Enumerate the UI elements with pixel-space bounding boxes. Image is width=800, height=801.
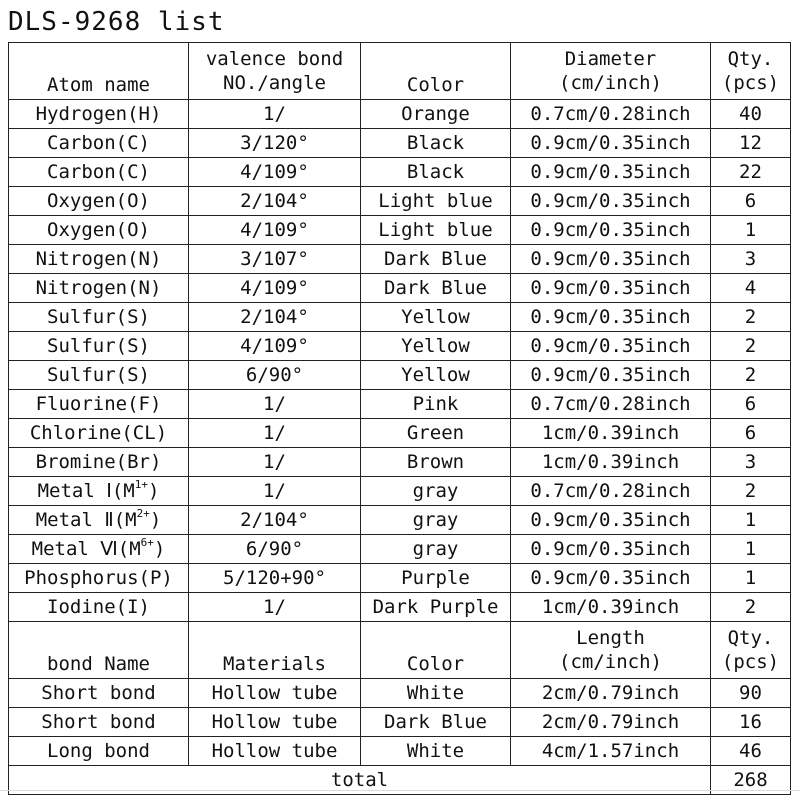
atom-name: Sulfur(S) (47, 364, 150, 386)
atom-row (9, 361, 791, 390)
atom-diameter: 0.7cm/0.28inch (511, 100, 711, 129)
atom-name: Oxygen(O) (47, 190, 150, 212)
atom-valence: 4/109° (189, 216, 361, 245)
atom-diameter: 0.7cm/0.28inch (511, 390, 711, 419)
atom-color: gray (361, 506, 511, 535)
atom-row (9, 448, 791, 477)
atom-valence: 2/104° (189, 303, 361, 332)
atom-diameter: 0.9cm/0.35inch (511, 158, 711, 187)
atom-color: Yellow (361, 303, 511, 332)
header-qty-line1: Qty. (727, 48, 774, 70)
atom-name-cell (9, 361, 189, 390)
header-materials: Materials (189, 622, 361, 679)
atom-row (9, 303, 791, 332)
atom-name: Chlorine(CL) (29, 422, 168, 444)
bond-color: Dark Blue (361, 708, 511, 737)
parts-list-table (8, 42, 791, 795)
atom-name: Carbon(C) (47, 161, 150, 183)
header-qty (711, 43, 791, 100)
atom-row (9, 506, 791, 535)
atom-valence: 1/ (189, 593, 361, 622)
bond-material: Hollow tube (189, 679, 361, 708)
atom-row (9, 129, 791, 158)
atom-row (9, 216, 791, 245)
header-color: Color (361, 43, 511, 100)
atom-row (9, 158, 791, 187)
header-length-line1: Length (576, 627, 645, 649)
atom-diameter: 1cm/0.39inch (511, 448, 711, 477)
atom-qty: 6 (711, 390, 791, 419)
atom-name-cell (9, 158, 189, 187)
atom-color: Yellow (361, 332, 511, 361)
bond-qty: 90 (711, 679, 791, 708)
atom-name-tail: ) (149, 509, 162, 531)
atom-name-cell (9, 564, 189, 593)
atom-row (9, 535, 791, 564)
atom-name-cell (9, 332, 189, 361)
atom-name-cell (9, 274, 189, 303)
atom-name: Oxygen(O) (47, 219, 150, 241)
atom-valence: 1/ (189, 390, 361, 419)
bond-length: 2cm/0.79inch (511, 708, 711, 737)
atom-name-cell (9, 419, 189, 448)
total-value: 268 (711, 766, 791, 795)
atom-diameter: 0.9cm/0.35inch (511, 274, 711, 303)
atom-name-tail: ) (147, 480, 160, 502)
header-bond-name: bond Name (9, 622, 189, 679)
bond-name: Long bond (9, 737, 189, 766)
atom-valence: 2/104° (189, 506, 361, 535)
atom-name: Hydrogen(H) (35, 103, 162, 125)
atom-color: Pink (361, 390, 511, 419)
atom-row (9, 390, 791, 419)
atom-color: Light blue (361, 216, 511, 245)
atom-name-cell (9, 506, 189, 535)
atom-color: Dark Blue (361, 274, 511, 303)
atom-valence: 6/90° (189, 361, 361, 390)
atom-color: Black (361, 158, 511, 187)
atom-valence: 4/109° (189, 158, 361, 187)
atom-qty: 3 (711, 245, 791, 274)
header-valence-line2: NO./angle (223, 72, 326, 94)
atom-name-cell (9, 187, 189, 216)
atom-color: Light blue (361, 187, 511, 216)
charge-superscript: 2+ (136, 506, 150, 520)
atom-row (9, 100, 791, 129)
atom-qty: 2 (711, 477, 791, 506)
header-bond-qty-line1: Qty. (727, 627, 774, 649)
atom-diameter: 0.9cm/0.35inch (511, 332, 711, 361)
atom-qty: 1 (711, 535, 791, 564)
header-diameter (511, 43, 711, 100)
atom-name-cell (9, 303, 189, 332)
bond-material: Hollow tube (189, 737, 361, 766)
atom-name: Sulfur(S) (47, 306, 150, 328)
atom-valence: 5/120+90° (189, 564, 361, 593)
sheet-gridline (0, 790, 800, 801)
atom-name: Carbon(C) (47, 132, 150, 154)
header-bond-color: Color (361, 622, 511, 679)
total-label: total (9, 766, 711, 795)
atom-name-cell (9, 477, 189, 506)
header-qty-line2: (pcs) (721, 72, 780, 94)
atom-diameter: 0.9cm/0.35inch (511, 187, 711, 216)
atom-name-cell (9, 448, 189, 477)
atom-color: Dark Blue (361, 245, 511, 274)
atom-name-cell (9, 216, 189, 245)
atom-valence: 4/109° (189, 332, 361, 361)
atom-name-tail: ) (153, 538, 166, 560)
atom-valence: 3/107° (189, 245, 361, 274)
atom-name: Nitrogen(N) (35, 248, 162, 270)
atom-name: Phosphorus(P) (24, 567, 173, 589)
atom-diameter: 0.9cm/0.35inch (511, 564, 711, 593)
atom-valence: 3/120° (189, 129, 361, 158)
atom-valence: 1/ (189, 448, 361, 477)
bond-color: White (361, 737, 511, 766)
bond-name: Short bond (9, 708, 189, 737)
atom-color: Dark Purple (361, 593, 511, 622)
atom-diameter: 0.7cm/0.28inch (511, 477, 711, 506)
atom-name-cell (9, 390, 189, 419)
atom-name: Fluorine(F) (35, 393, 162, 415)
header-length-line2: (cm/inch) (559, 651, 662, 673)
atom-color: gray (361, 477, 511, 506)
header-atom-name: Atom name (9, 43, 189, 100)
bond-qty: 16 (711, 708, 791, 737)
atom-qty: 3 (711, 448, 791, 477)
bond-length: 2cm/0.79inch (511, 679, 711, 708)
atom-row (9, 593, 791, 622)
header-bond-qty (711, 622, 791, 679)
atom-qty: 6 (711, 419, 791, 448)
atom-color: gray (361, 535, 511, 564)
header-diameter-line1: Diameter (564, 48, 657, 70)
atom-name-cell (9, 245, 189, 274)
atom-name: Nitrogen(N) (35, 277, 162, 299)
atom-color: Orange (361, 100, 511, 129)
atom-qty: 2 (711, 361, 791, 390)
atom-name: Metal Ⅵ(M (31, 538, 141, 560)
atom-color: Black (361, 129, 511, 158)
bond-qty: 46 (711, 737, 791, 766)
atom-row (9, 187, 791, 216)
atom-qty: 2 (711, 332, 791, 361)
atom-name: Iodine(I) (47, 596, 150, 618)
atom-qty: 1 (711, 564, 791, 593)
atom-valence: 1/ (189, 419, 361, 448)
atom-name-cell (9, 129, 189, 158)
bond-row (9, 679, 791, 708)
atom-row (9, 332, 791, 361)
atom-row (9, 274, 791, 303)
header-bond-qty-line2: (pcs) (721, 651, 780, 673)
atom-valence: 2/104° (189, 187, 361, 216)
atom-diameter: 0.9cm/0.35inch (511, 361, 711, 390)
atom-diameter: 1cm/0.39inch (511, 593, 711, 622)
atom-valence: 1/ (189, 477, 361, 506)
bond-row (9, 737, 791, 766)
atom-diameter: 0.9cm/0.35inch (511, 245, 711, 274)
bond-name: Short bond (9, 679, 189, 708)
atom-valence: 6/90° (189, 535, 361, 564)
header-valence-line1: valence bond (205, 48, 344, 70)
atom-valence: 4/109° (189, 274, 361, 303)
atom-qty: 40 (711, 100, 791, 129)
atom-color: Brown (361, 448, 511, 477)
atom-name-cell (9, 100, 189, 129)
atom-row (9, 564, 791, 593)
atom-diameter: 0.9cm/0.35inch (511, 303, 711, 332)
atom-row (9, 419, 791, 448)
atom-qty: 2 (711, 593, 791, 622)
atom-name: Metal Ⅰ(M (37, 480, 135, 502)
atom-diameter: 0.9cm/0.35inch (511, 129, 711, 158)
atom-qty: 4 (711, 274, 791, 303)
atom-name: Metal Ⅱ(M (35, 509, 137, 531)
atom-diameter: 0.9cm/0.35inch (511, 535, 711, 564)
header-valence (189, 43, 361, 100)
atom-diameter: 0.9cm/0.35inch (511, 506, 711, 535)
header-diameter-line2: (cm/inch) (559, 72, 662, 94)
atom-name: Bromine(Br) (35, 451, 162, 473)
bond-color: White (361, 679, 511, 708)
atom-valence: 1/ (189, 100, 361, 129)
header-length (511, 622, 711, 679)
bond-header-row (9, 622, 791, 679)
atom-header-row (9, 43, 791, 100)
bond-material: Hollow tube (189, 708, 361, 737)
atom-qty: 1 (711, 216, 791, 245)
bond-length: 4cm/1.57inch (511, 737, 711, 766)
atom-row (9, 477, 791, 506)
document-title: DLS-9268 list (8, 7, 225, 37)
atom-name-cell (9, 535, 189, 564)
atom-color: Purple (361, 564, 511, 593)
atom-diameter: 0.9cm/0.35inch (511, 216, 711, 245)
atom-qty: 1 (711, 506, 791, 535)
atom-color: Yellow (361, 361, 511, 390)
charge-superscript: 1+ (134, 477, 148, 491)
atom-qty: 6 (711, 187, 791, 216)
atom-name: Sulfur(S) (47, 335, 150, 357)
atom-diameter: 1cm/0.39inch (511, 419, 711, 448)
atom-name-cell (9, 593, 189, 622)
bond-row (9, 708, 791, 737)
atom-qty: 22 (711, 158, 791, 187)
atom-row (9, 245, 791, 274)
atom-color: Green (361, 419, 511, 448)
atom-qty: 2 (711, 303, 791, 332)
charge-superscript: 6+ (140, 535, 154, 549)
atom-qty: 12 (711, 129, 791, 158)
